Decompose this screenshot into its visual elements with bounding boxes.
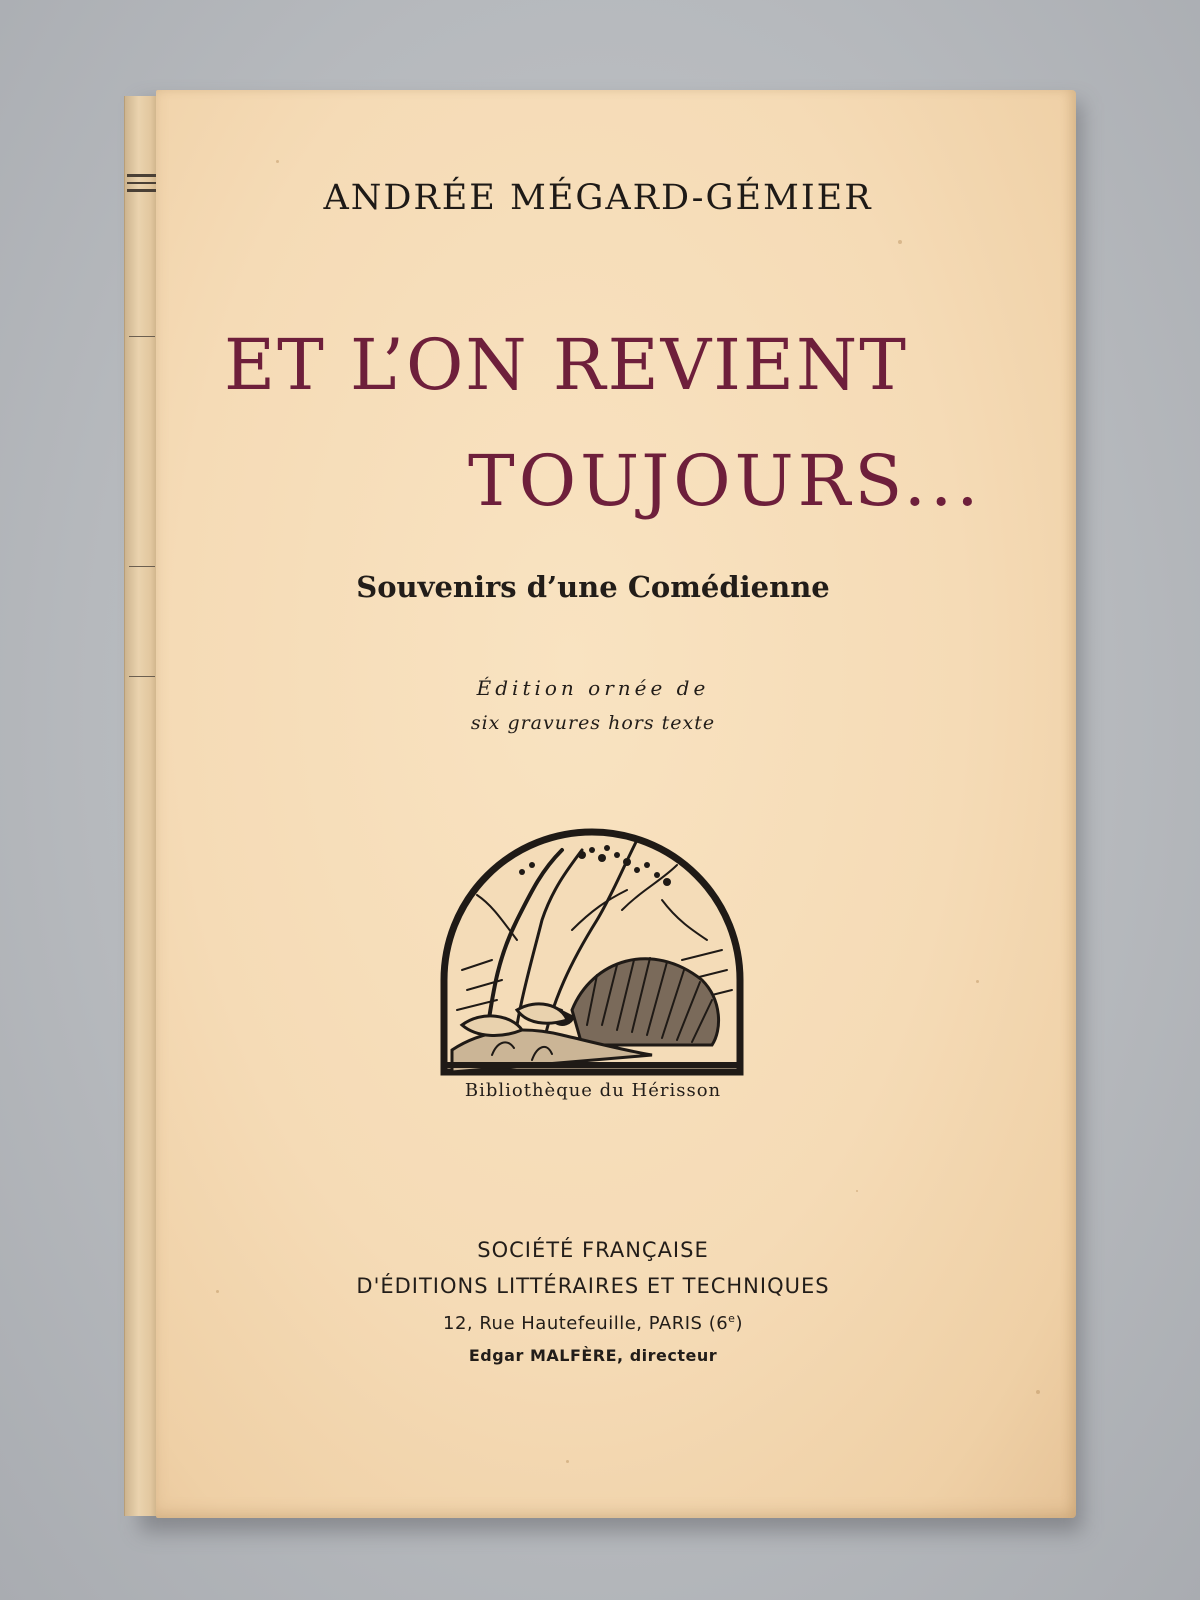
book-subtitle: Souvenirs d’une Comédienne	[356, 570, 830, 604]
author-name: ANDRÉE MÉGARD-GÉMIER	[323, 178, 873, 218]
publisher-director: Edgar MALFÈRE, directeur	[468, 1346, 718, 1365]
spine-rule	[129, 336, 155, 337]
spine-mark	[127, 182, 157, 184]
edition-note-line-1: Édition ornée de	[476, 676, 710, 700]
book-title-line-2: TOUJOURS...	[468, 440, 983, 522]
hedgehog-engraving-icon	[422, 810, 762, 1080]
publisher-subtitle: D'ÉDITIONS LITTÉRAIRES ET TECHNIQUES	[356, 1274, 830, 1298]
publisher-address-superscript: e	[728, 1312, 736, 1325]
publisher-address-end: )	[735, 1313, 743, 1334]
paper-speck	[1036, 1390, 1040, 1394]
emblem-caption: Bibliothèque du Hérisson	[464, 1080, 722, 1101]
paper-speck	[976, 980, 979, 983]
edition-note-line-2: six gravures hors texte	[470, 712, 716, 734]
publisher-address	[156, 1312, 1030, 1334]
book-spine	[124, 96, 159, 1516]
spine-rule	[129, 566, 155, 567]
spine-mark	[127, 174, 157, 177]
paper-speck	[856, 1190, 858, 1192]
spine-mark	[127, 189, 157, 192]
book-title-line-1: ET L’ON REVIENT	[224, 324, 908, 406]
book-cover	[156, 90, 1076, 1518]
paper-speck	[566, 1460, 569, 1463]
publisher-name: SOCIÉTÉ FRANÇAISE	[477, 1238, 709, 1262]
publisher-address-main: 12, Rue Hautefeuille, PARIS (6	[443, 1313, 729, 1334]
spine-rule	[129, 676, 155, 677]
paper-speck	[898, 240, 902, 244]
paper-speck	[276, 160, 279, 163]
